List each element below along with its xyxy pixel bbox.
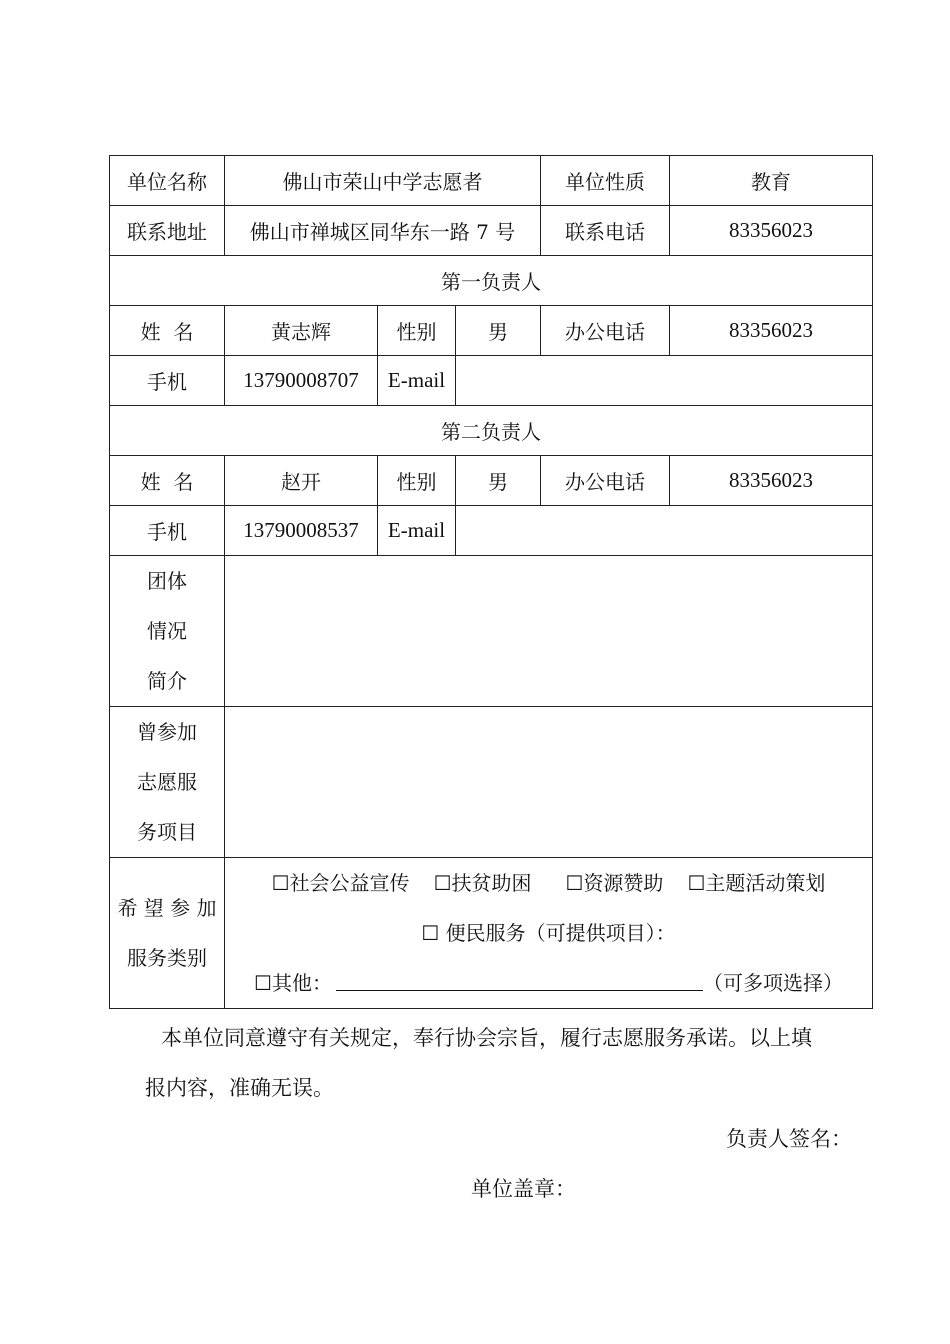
leader1-name-label: 姓 名 xyxy=(110,306,225,356)
options-row-2 xyxy=(225,908,872,958)
leader2-name-value[interactable]: 赵开 xyxy=(225,456,378,506)
checkbox-icon[interactable]: ☐ xyxy=(687,871,706,895)
option-convenience-service[interactable]: ☐ 便民服务（可提供项目）： xyxy=(421,921,676,945)
service-types-label xyxy=(110,858,225,1009)
option-other[interactable]: ☐其他： xyxy=(254,971,332,995)
leader1-heading: 第一负责人 xyxy=(110,256,873,306)
leader2-email-label: E-mail xyxy=(378,506,456,556)
intro-label-line: 团体 xyxy=(147,569,187,593)
signature-label[interactable]: 负责人签名： xyxy=(726,1127,852,1151)
leader2-mobile-value[interactable]: 13790008537 xyxy=(225,506,378,556)
multi-select-note: （可多项选择） xyxy=(702,971,843,995)
leader2-gender-label: 性别 xyxy=(378,456,456,506)
address-value[interactable]: 佛山市禅城区同华东一路 7 号 xyxy=(225,206,541,256)
org-name-label: 单位名称 xyxy=(110,156,225,206)
contact-phone-label: 联系电话 xyxy=(541,206,670,256)
other-input-line[interactable] xyxy=(336,958,703,991)
intro-value[interactable] xyxy=(225,556,873,707)
options-row-3 xyxy=(225,958,872,1008)
org-nature-label: 单位性质 xyxy=(541,156,670,206)
leader2-office-phone-label: 办公电话 xyxy=(541,456,670,506)
intro-label xyxy=(110,556,225,707)
intro-label-line: 情况 xyxy=(147,619,187,643)
leader1-name-value[interactable]: 黄志辉 xyxy=(225,306,378,356)
org-name-value[interactable]: 佛山市荣山中学志愿者 xyxy=(225,156,541,206)
past-projects-label-line: 曾参加 xyxy=(137,720,197,744)
service-types-label-line: 服务类别 xyxy=(127,946,207,970)
leader2-heading: 第二负责人 xyxy=(110,406,873,456)
checkbox-icon[interactable]: ☐ xyxy=(271,871,290,895)
leader2-email-value[interactable] xyxy=(456,506,873,556)
leader2-office-phone-value[interactable]: 83356023 xyxy=(670,456,873,506)
past-projects-label-line: 务项目 xyxy=(137,820,197,844)
declaration-line-1: 本单位同意遵守有关规定，奉行协会宗旨，履行志愿服务承诺。以上填 xyxy=(161,1026,812,1050)
leader2-gender-value[interactable]: 男 xyxy=(456,456,541,506)
volunteer-registration-form xyxy=(109,155,873,1009)
past-projects-label xyxy=(110,707,225,858)
option-public-welfare[interactable]: ☐社会公益宣传 xyxy=(271,871,410,895)
checkbox-icon[interactable]: ☐ xyxy=(433,871,452,895)
address-label: 联系地址 xyxy=(110,206,225,256)
declaration-line-2: 报内容，准确无误。 xyxy=(145,1076,334,1100)
leader1-office-phone-label: 办公电话 xyxy=(541,306,670,356)
past-projects-value[interactable] xyxy=(225,707,873,858)
leader1-mobile-label: 手机 xyxy=(110,356,225,406)
option-poverty-relief[interactable]: ☐扶贫助困 xyxy=(433,871,532,895)
leader1-office-phone-value[interactable]: 83356023 xyxy=(670,306,873,356)
service-types-options xyxy=(225,858,873,1009)
service-types-label-line: 希 望 参 加 xyxy=(117,896,217,920)
leader1-gender-label: 性别 xyxy=(378,306,456,356)
leader1-email-label: E-mail xyxy=(378,356,456,406)
option-theme-event-planning[interactable]: ☐主题活动策划 xyxy=(687,871,826,895)
intro-label-line: 简介 xyxy=(147,669,187,693)
contact-phone-value[interactable]: 83356023 xyxy=(670,206,873,256)
options-row-1 xyxy=(225,858,872,908)
leader1-mobile-value[interactable]: 13790008707 xyxy=(225,356,378,406)
stamp-label[interactable]: 单位盖章： xyxy=(471,1177,576,1201)
leader1-email-value[interactable] xyxy=(456,356,873,406)
checkbox-icon[interactable]: ☐ xyxy=(421,921,440,945)
checkbox-icon[interactable]: ☐ xyxy=(565,871,584,895)
checkbox-icon[interactable]: ☐ xyxy=(254,971,272,995)
org-nature-value[interactable]: 教育 xyxy=(670,156,873,206)
past-projects-label-line: 志愿服 xyxy=(137,770,197,794)
leader1-gender-value[interactable]: 男 xyxy=(456,306,541,356)
leader2-mobile-label: 手机 xyxy=(110,506,225,556)
option-resource-sponsorship[interactable]: ☐资源赞助 xyxy=(565,871,664,895)
leader2-name-label: 姓 名 xyxy=(110,456,225,506)
